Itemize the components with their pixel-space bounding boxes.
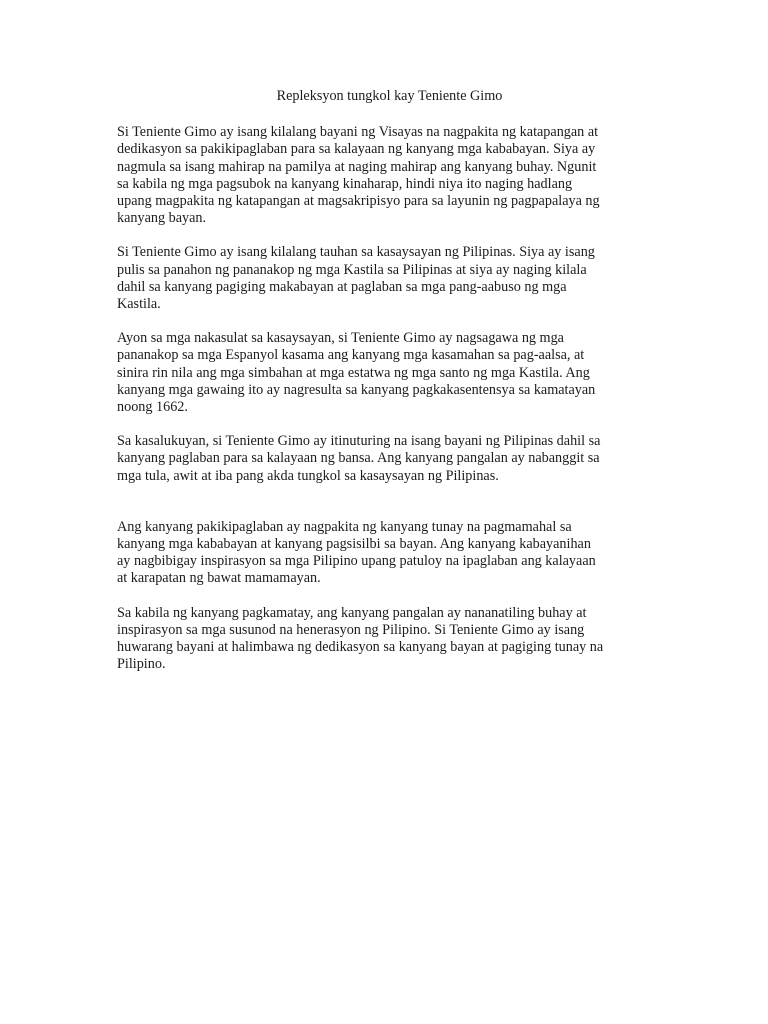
paragraph-6: Sa kabila ng kanyang pagkamatay, ang kanyang pangalan ay nananatiling buhay at inspirasyon sa mga susunod na henerasyon ng Pilipino. Si Teniente Gimo ay isang huwarang bayani at halimbawa ng dedikasyon sa kanyang bayan at pagiging tunay na Pilipino. <box>117 604 604 673</box>
paragraph-4: Sa kasalukuyan, si Teniente Gimo ay itinuturing na isang bayani ng Pilipinas dahil sa kanyang paglaban para sa kalayaan ng bansa. Ang kanyang pangalan ay nabanggit sa mga tula, awit at iba pang akda tungkol sa kasaysayan ng Pilipinas. <box>117 433 601 484</box>
document-title: Repleksyon tungkol kay Teniente Gimo <box>276 88 503 104</box>
paragraph-3: Ayon sa mga nakasulat sa kasaysayan, si Teniente Gimo ay nagsagawa ng mga pananakop sa mga Espanyol kasama ang kanyang mga kasamahan sa pag-aalsa, at sinira rin nila ang mga simbahan at mga estatwa ng mga santo ng mga Kastila. Ang kanyang mga gawaing ito ay nagresulta sa kanyang pagkakasentensya sa kamatayan noong 1662. <box>117 330 596 416</box>
paragraph-1: Si Teniente Gimo ay isang kilalang bayani ng Visayas na nagpakita ng katapangan at dedikasyon sa pakikipaglaban para sa kalayaan ng kanyang mga kababayan. Siya ay nagmula sa isang mahirap na pamilya at naging mahirap ang kanyang buhay. Ngunit sa kabila ng mga pagsubok na kanyang kinaharap, hindi niya ito naging hadlang upang magpakita ng katapangan at magsakripisyo para sa layunin ng pagpapalaya ng kanyang bayan. <box>117 124 600 227</box>
document-body <box>117 88 662 690</box>
paragraph-5: Ang kanyang pakikipaglaban ay nagpakita ng kanyang tunay na pagmamahal sa kanyang mga kababayan at kanyang pagsisilbi sa bayan. Ang kanyang kabayanihan ay nagbibigay inspirasyon sa mga Pilipino upang patuloy na ipaglaban ang kalayaan at karapatan ng bawat mamamayan. <box>117 518 596 587</box>
paragraph-2: Si Teniente Gimo ay isang kilalang tauhan sa kasaysayan ng Pilipinas. Siya ay isang pulis sa panahon ng pananakop ng mga Kastila sa Pilipinas at siya ay naging kilala dahil sa kanyang pagiging makabayan at paglaban sa mga pang-aabuso ng mga Kastila. <box>117 244 595 313</box>
